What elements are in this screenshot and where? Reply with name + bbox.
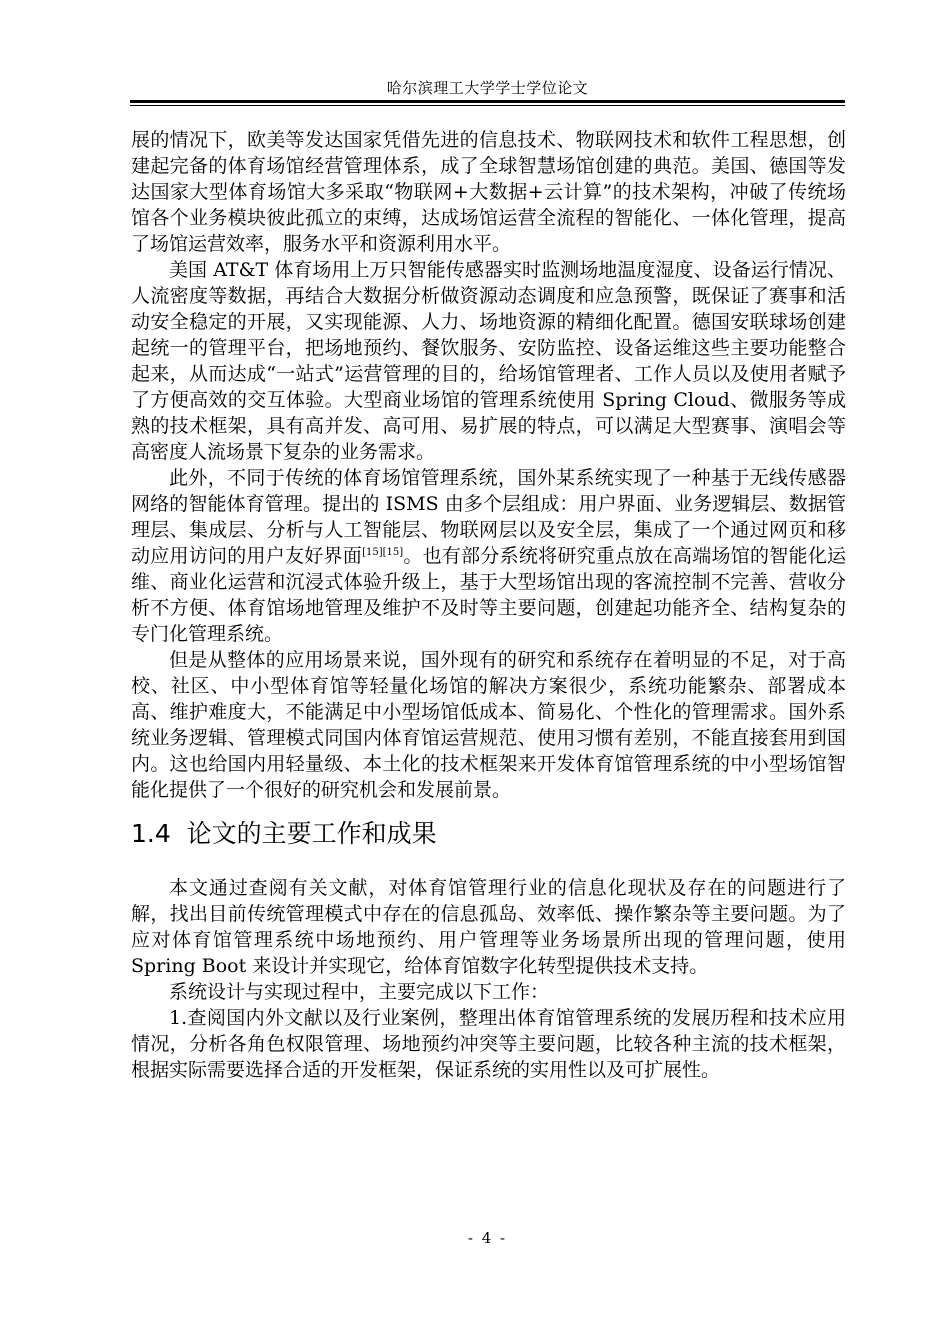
paragraph-att-stadium: 美国 AT&T 体育场用上万只智能传感器实时监测场地温度湿度、设备运行情况、人流密度等数据，再结合大数据分析做资源动态调度和应急预警，既保证了赛事和活动安全稳定的开展，又实现能源、人力、场地资源的精细化配置。德国安联球场创建起统一的管理平台，把场地预约、餐饮服务、安防监控、设备运维这些主要功能整合起来，从而达成“一站式”运营管理的目的，给场馆管理者、工作人员以及使用者赋予了方便高效的交互体验。大型商业场馆的管理系统使用 Spring Cloud、微服务等成熟的技术框架，具有高并发、高可用、易扩展的特点，可以满足大型赛事、演唱会等高密度人流场景下复杂的业务需求。 <box>131 259 846 463</box>
citation-superscript: [15][15] <box>362 547 404 558</box>
paragraph-continued: 展的情况下，欧美等发达国家凭借先进的信息技术、物联网技术和软件工程思想，创建起完备的体育场馆经营管理体系，成了全球智慧场馆创建的典范。美国、德国等发达国家大型体育场馆大多采取“物联网+大数据+云计算”的技术架构，冲破了传统场馆各个业务模块彼此孤立的束缚，达成场馆运营全流程的智能化、一体化管理，提高了场馆运营效率，服务水平和资源利用水平。 <box>131 129 846 255</box>
paragraph-isms <box>131 465 846 647</box>
paragraph-work-item-1: 1.查阅国内外文献以及行业案例，整理出体育馆管理系统的发展历程和技术应用情况，分析各角色权限管理、场地预约冲突等主要问题，比较各种主流的技术框架，根据实际需要选择合适的开发框架，保证系统的实用性以及可扩展性。 <box>131 1007 846 1081</box>
page-number: - 4 - <box>467 1229 508 1247</box>
section-heading <box>131 817 846 851</box>
section-number: 1.4 <box>131 819 171 848</box>
paragraph-work-intro: 系统设计与实现过程中，主要完成以下工作： <box>169 981 550 1003</box>
paragraph-isms-text-after: 。也有部分系统将研究重点放在高端场馆的智能化运维、商业化运营和沉浸式体验升级上，基于大型场馆出现的客流控制不完善、营收分析不方便、体育馆场地管理及维护不及时等主要问题，创建起功能齐全、结构复杂的专门化管理系统。 <box>131 545 846 645</box>
running-header: 哈尔滨理工大学学士学位论文 <box>386 79 589 97</box>
body-text <box>131 127 846 1083</box>
paragraph-isms-text-before: 此外，不同于传统的体育场馆管理系统，国外某系统实现了一种基于无线传感器网络的智能体育管理。提出的 ISMS 由多个层组成：用户界面、业务逻辑层、数据管理层、集成层、分析与人工智能层、物联网层以及安全层，集成了一个通过网页和移动应用访问的用户友好界面 <box>131 467 846 567</box>
header-rule-thick <box>130 100 845 103</box>
header-rule-thin <box>130 105 845 106</box>
paragraph-overview: 本文通过查阅有关文献，对体育馆管理行业的信息化现状及存在的问题进行了解，找出目前传统管理模式中存在的信息孤岛、效率低、操作繁杂等主要问题。为了应对体育馆管理系统中场地预约、用户管理等业务场景所出现的管理问题，使用 Spring Boot 来设计并实现它，给体育馆数字化转型提供技术支持。 <box>131 877 846 977</box>
section-title: 论文的主要工作和成果 <box>186 819 437 848</box>
paragraph-shortcomings: 但是从整体的应用场景来说，国外现有的研究和系统存在着明显的不足，对于高校、社区、中小型体育馆等轻量化场馆的解决方案很少，系统功能繁杂、部署成本高、维护难度大，不能满足中小型场馆低成本、简易化、个性化的管理需求。国外系统业务逻辑、管理模式同国内体育馆运营规范、使用习惯有差别，不能直接套用到国内。这也给国内用轻量级、本土化的技术框架来开发体育馆管理系统的中小型场馆智能化提供了一个很好的研究机会和发展前景。 <box>131 649 846 801</box>
